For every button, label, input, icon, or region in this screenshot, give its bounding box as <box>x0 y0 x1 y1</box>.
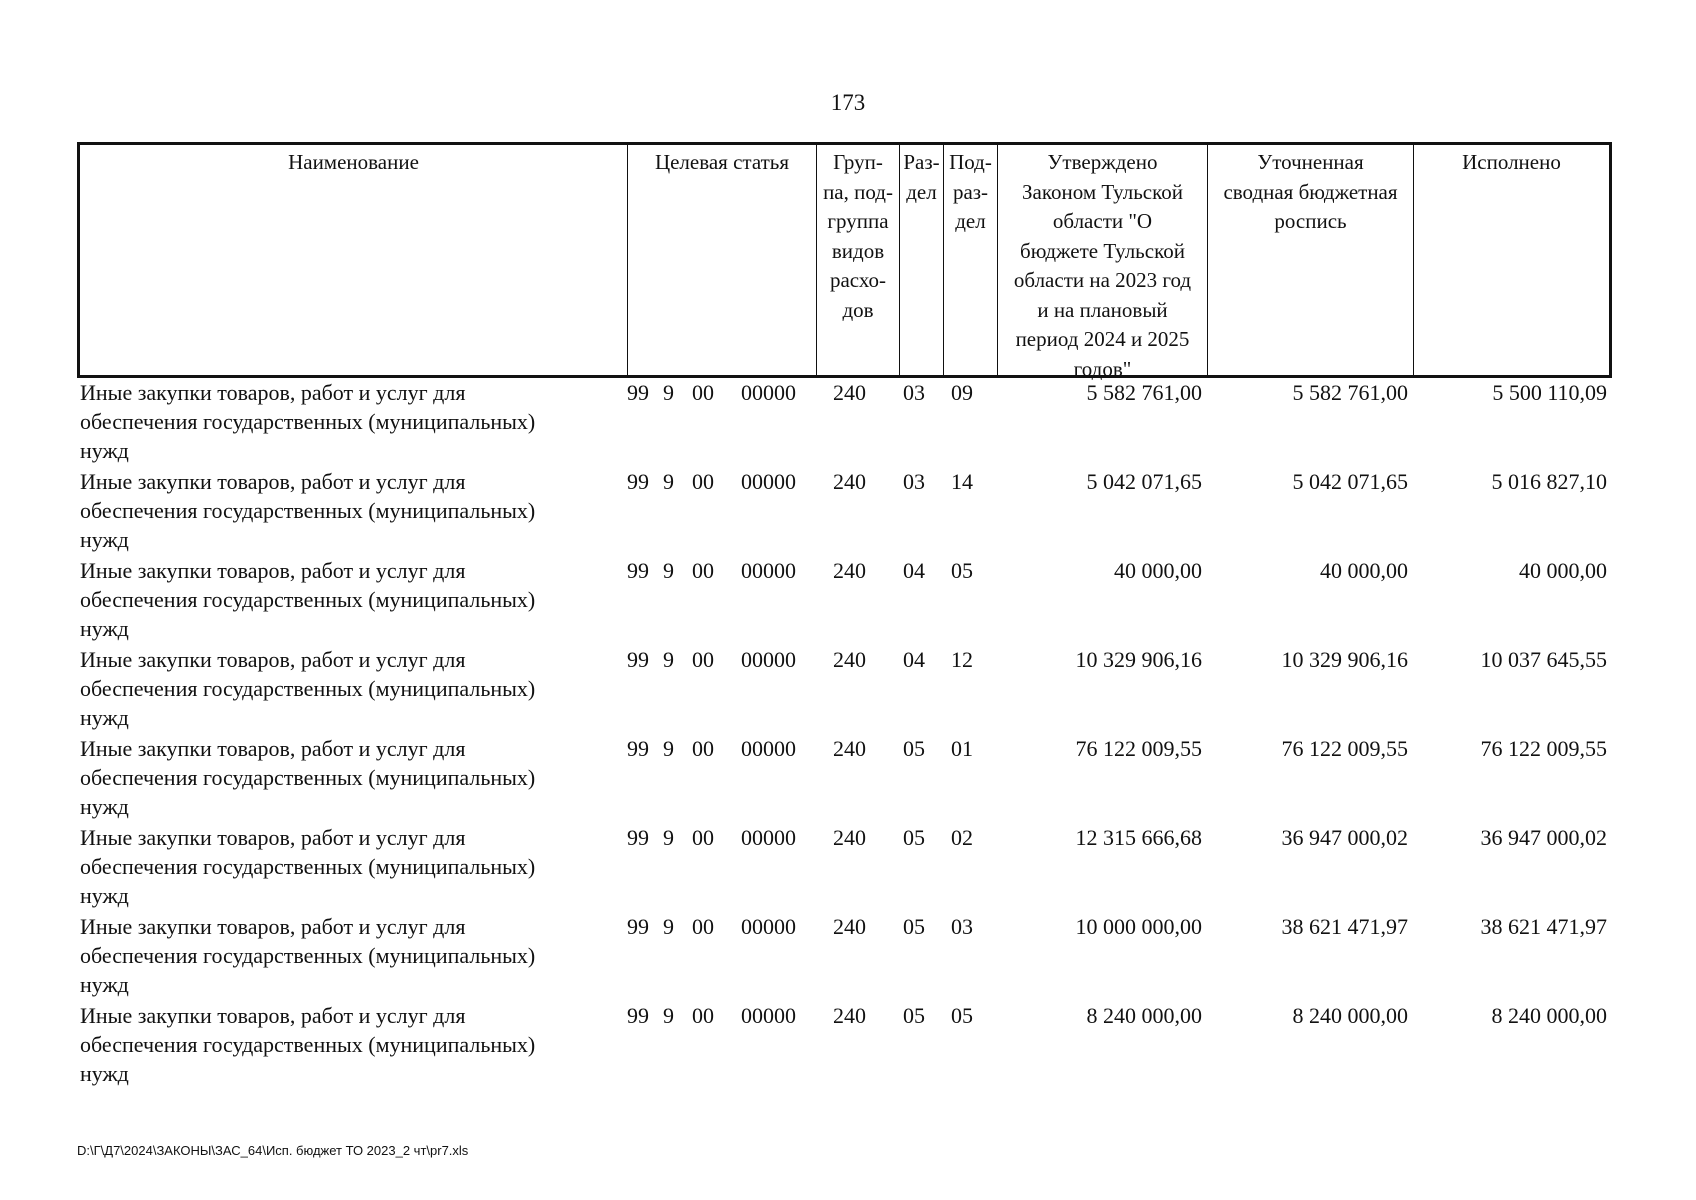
row-name: Иные закупки товаров, работ и услуг для обеспечения государственных (муниципальных) нужд <box>80 380 536 463</box>
target-article-subprogram: 9 <box>663 469 674 494</box>
section: 05 <box>903 736 925 761</box>
target-article-main-event: 00 <box>692 380 714 405</box>
refined-amount: 36 947 000,02 <box>1281 825 1408 850</box>
target-article-subprogram: 9 <box>663 380 674 405</box>
expense-group: 240 <box>833 469 866 494</box>
target-article-program: 99 <box>627 736 649 761</box>
executed-amount: 5 016 827,10 <box>1491 469 1607 494</box>
subsection: 02 <box>951 825 973 850</box>
table-row <box>77 1001 1612 1090</box>
section: 05 <box>903 914 925 939</box>
approved-amount: 5 582 761,00 <box>1086 380 1202 405</box>
refined-amount: 10 329 906,16 <box>1281 647 1408 672</box>
header-name: Наименование <box>80 145 628 375</box>
refined-amount: 5 582 761,00 <box>1292 380 1408 405</box>
executed-amount: 76 122 009,55 <box>1480 736 1607 761</box>
subsection: 14 <box>951 469 973 494</box>
subsection: 09 <box>951 380 973 405</box>
approved-amount: 5 042 071,65 <box>1086 469 1202 494</box>
expense-group: 240 <box>833 1003 866 1028</box>
target-article-direction: 00000 <box>741 1003 796 1028</box>
target-article-main-event: 00 <box>692 825 714 850</box>
table-header <box>77 142 1612 381</box>
table-row <box>77 823 1612 912</box>
target-article-program: 99 <box>627 1003 649 1028</box>
subsection: 12 <box>951 647 973 672</box>
approved-amount: 40 000,00 <box>1114 558 1202 583</box>
section: 03 <box>903 380 925 405</box>
executed-amount: 36 947 000,02 <box>1480 825 1607 850</box>
row-name: Иные закупки товаров, работ и услуг для обеспечения государственных (муниципальных) нужд <box>80 825 536 908</box>
row-name: Иные закупки товаров, работ и услуг для обеспечения государственных (муниципальных) нужд <box>80 1003 536 1086</box>
row-name: Иные закупки товаров, работ и услуг для обеспечения государственных (муниципальных) нужд <box>80 736 536 819</box>
target-article-main-event: 00 <box>692 914 714 939</box>
header-approved: Утверждено Законом Тульской области "О бюджете Тульской области на 2023 год и на плановый период 2024 и 2025 годов" <box>998 145 1208 375</box>
table-row <box>77 556 1612 645</box>
target-article-main-event: 00 <box>692 558 714 583</box>
section: 05 <box>903 825 925 850</box>
executed-amount: 40 000,00 <box>1519 558 1607 583</box>
subsection: 01 <box>951 736 973 761</box>
target-article-subprogram: 9 <box>663 1003 674 1028</box>
target-article-direction: 00000 <box>741 825 796 850</box>
approved-amount: 76 122 009,55 <box>1075 736 1202 761</box>
target-article-subprogram: 9 <box>663 647 674 672</box>
header-expense-group: Груп- па, под- группа видов расхо- дов <box>817 145 900 375</box>
table-row <box>77 645 1612 734</box>
target-article-program: 99 <box>627 469 649 494</box>
executed-amount: 38 621 471,97 <box>1480 914 1607 939</box>
refined-amount: 38 621 471,97 <box>1281 914 1408 939</box>
section: 05 <box>903 1003 925 1028</box>
target-article-subprogram: 9 <box>663 736 674 761</box>
expense-group: 240 <box>833 825 866 850</box>
approved-amount: 12 315 666,68 <box>1075 825 1202 850</box>
table-row <box>77 378 1612 467</box>
executed-amount: 5 500 110,09 <box>1492 380 1607 405</box>
target-article-program: 99 <box>627 558 649 583</box>
page-number: 173 <box>830 90 866 115</box>
row-name: Иные закупки товаров, работ и услуг для обеспечения государственных (муниципальных) нужд <box>80 558 536 641</box>
table-row <box>77 467 1612 556</box>
header-section: Раз- дел <box>900 145 944 375</box>
executed-amount: 10 037 645,55 <box>1480 647 1607 672</box>
target-article-main-event: 00 <box>692 469 714 494</box>
target-article-direction: 00000 <box>741 469 796 494</box>
executed-amount: 8 240 000,00 <box>1491 1003 1607 1028</box>
section: 04 <box>903 558 925 583</box>
subsection: 03 <box>951 914 973 939</box>
target-article-main-event: 00 <box>692 736 714 761</box>
header-target-article: Целевая статья <box>628 145 817 375</box>
header-refined: Уточненная сводная бюджетная роспись <box>1208 145 1414 375</box>
row-name: Иные закупки товаров, работ и услуг для обеспечения государственных (муниципальных) нужд <box>80 469 536 552</box>
expense-group: 240 <box>833 380 866 405</box>
approved-amount: 10 000 000,00 <box>1075 914 1202 939</box>
target-article-program: 99 <box>627 914 649 939</box>
target-article-program: 99 <box>627 380 649 405</box>
section: 04 <box>903 647 925 672</box>
target-article-direction: 00000 <box>741 736 796 761</box>
subsection: 05 <box>951 1003 973 1028</box>
refined-amount: 76 122 009,55 <box>1281 736 1408 761</box>
target-article-subprogram: 9 <box>663 558 674 583</box>
target-article-main-event: 00 <box>692 1003 714 1028</box>
target-article-program: 99 <box>627 647 649 672</box>
target-article-direction: 00000 <box>741 914 796 939</box>
refined-amount: 5 042 071,65 <box>1292 469 1408 494</box>
section: 03 <box>903 469 925 494</box>
target-article-main-event: 00 <box>692 647 714 672</box>
target-article-direction: 00000 <box>741 558 796 583</box>
target-article-subprogram: 9 <box>663 825 674 850</box>
target-article-direction: 00000 <box>741 647 796 672</box>
refined-amount: 8 240 000,00 <box>1292 1003 1408 1028</box>
expense-group: 240 <box>833 558 866 583</box>
file-path-footer: D:\Г\Д7\2024\ЗАКОНЫ\ЗАС_64\Исп. бюджет ТО 2023_2 чт\pr7.xls <box>77 1143 469 1158</box>
target-article-direction: 00000 <box>741 380 796 405</box>
refined-amount: 40 000,00 <box>1320 558 1408 583</box>
expense-group: 240 <box>833 914 866 939</box>
approved-amount: 8 240 000,00 <box>1086 1003 1202 1028</box>
table-row <box>77 734 1612 823</box>
target-article-program: 99 <box>627 825 649 850</box>
expense-group: 240 <box>833 736 866 761</box>
table-row <box>77 912 1612 1001</box>
subsection: 05 <box>951 558 973 583</box>
target-article-subprogram: 9 <box>663 914 674 939</box>
approved-amount: 10 329 906,16 <box>1075 647 1202 672</box>
row-name: Иные закупки товаров, работ и услуг для обеспечения государственных (муниципальных) нужд <box>80 647 536 730</box>
header-executed: Исполнено <box>1462 150 1561 174</box>
row-name: Иные закупки товаров, работ и услуг для обеспечения государственных (муниципальных) нужд <box>80 914 536 997</box>
header-subsection: Под- раз- дел <box>944 145 998 375</box>
expense-group: 240 <box>833 647 866 672</box>
